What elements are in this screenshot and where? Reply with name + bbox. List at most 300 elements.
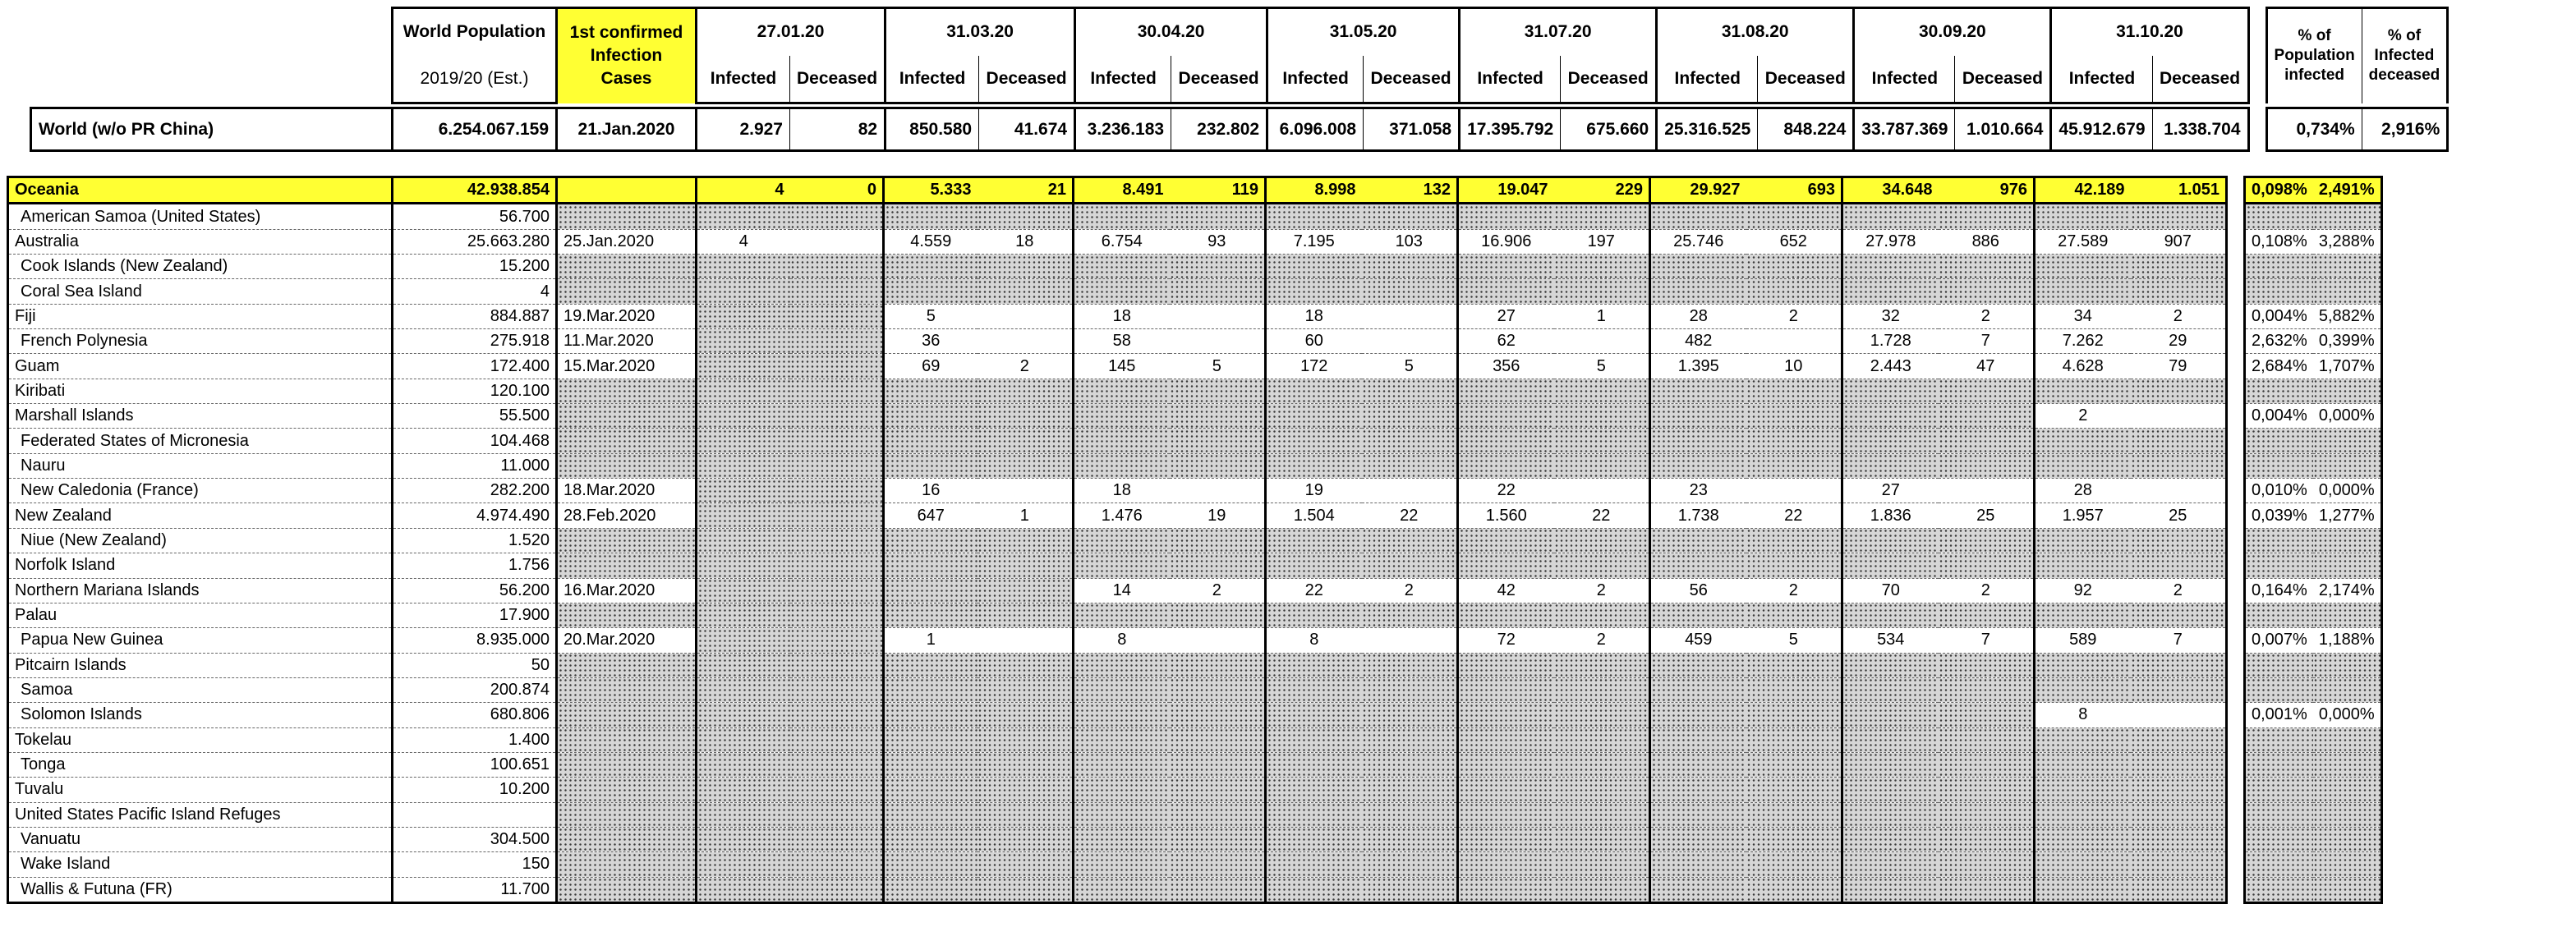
column-gap [2227, 354, 2245, 379]
territory-infected [697, 379, 790, 403]
world-deceased: 232.802 [1171, 108, 1267, 151]
world-infected: 6.096.008 [1267, 108, 1364, 151]
territory-infected [697, 304, 790, 328]
territory-infected [1650, 528, 1746, 553]
territory-deceased [1746, 404, 1842, 429]
territory-deceased [978, 752, 1074, 777]
column-gap [2227, 553, 2245, 578]
territory-infected [1266, 653, 1362, 677]
territory-pct-infected: 0,004% [2245, 404, 2313, 429]
territory-deceased [790, 677, 884, 702]
territory-deceased [1554, 877, 1650, 902]
territory-deceased [2131, 379, 2227, 403]
world-pct-deceased: 2,916% [2362, 108, 2448, 151]
territory-deceased [1362, 479, 1458, 503]
territory-first-case [557, 453, 697, 478]
territory-deceased [1362, 279, 1458, 304]
territory-infected [1074, 204, 1170, 229]
territory-deceased [2131, 778, 2227, 802]
territory-first-case [557, 827, 697, 851]
territory-infected: 1.836 [1842, 503, 1939, 528]
territory-deceased [978, 279, 1074, 304]
territory-infected: 14 [1074, 578, 1170, 603]
territory-infected [697, 255, 790, 279]
region-population: 42.938.854 [393, 177, 557, 204]
territory-name: New Caledonia (France) [8, 479, 393, 503]
territory-deceased [790, 628, 884, 653]
territory-deceased [1939, 727, 2035, 752]
territory-deceased [1170, 279, 1266, 304]
territory-infected [1074, 752, 1170, 777]
territory-pct-infected [2245, 255, 2313, 279]
territory-deceased [1939, 752, 2035, 777]
territory-name: Guam [8, 354, 393, 379]
territory-infected [1458, 802, 1554, 827]
deceased-label: Deceased [1171, 56, 1267, 103]
territory-infected [1266, 877, 1362, 902]
territory-infected [1458, 204, 1554, 229]
territory-infected [2035, 255, 2131, 279]
territory-pct-infected [2245, 653, 2313, 677]
territory-deceased [1170, 802, 1266, 827]
territory-deceased [790, 354, 884, 379]
territory-infected [884, 727, 978, 752]
territory-infected [2035, 778, 2131, 802]
territory-infected: 4 [697, 229, 790, 254]
territory-infected [1650, 453, 1746, 478]
territory-infected [1074, 727, 1170, 752]
territory-pct-deceased [2313, 379, 2381, 403]
territory-deceased: 7 [1939, 329, 2035, 354]
territory-infected [1266, 752, 1362, 777]
territory-name: Norfolk Island [8, 553, 393, 578]
column-gap [2227, 778, 2245, 802]
territory-infected [2035, 653, 2131, 677]
territory-first-case [557, 553, 697, 578]
territory-name: Fiji [8, 304, 393, 328]
territory-deceased [790, 204, 884, 229]
territory-infected: 36 [884, 329, 978, 354]
territory-pct-deceased [2313, 603, 2381, 627]
territory-pct-infected [2245, 279, 2313, 304]
territory-pct-deceased: 0,000% [2313, 479, 2381, 503]
territory-pct-deceased [2313, 827, 2381, 851]
territory-deceased [790, 802, 884, 827]
territory-infected [884, 752, 978, 777]
territory-infected: 4.559 [884, 229, 978, 254]
territory-pct-deceased: 0,000% [2313, 404, 2381, 429]
territory-infected [2035, 877, 2131, 902]
territory-first-case: 25.Jan.2020 [557, 229, 697, 254]
territory-first-case [557, 279, 697, 304]
territory-deceased [978, 453, 1074, 478]
table-row [8, 727, 2382, 752]
date-header: 31.03.20 [886, 8, 1075, 56]
table-row [8, 802, 2382, 827]
deceased-label: Deceased [2152, 56, 2248, 103]
territory-infected [697, 852, 790, 877]
territory-infected [884, 379, 978, 403]
territory-deceased [1939, 703, 2035, 727]
territory-infected [1842, 653, 1939, 677]
territory-population: 1.756 [393, 553, 557, 578]
territory-deceased [1170, 204, 1266, 229]
territory-deceased [2131, 553, 2227, 578]
territory-deceased [790, 827, 884, 851]
territory-infected: 42 [1458, 578, 1554, 603]
first-confirmed-header: 1st confirmed Infection Cases [557, 8, 697, 103]
territory-infected: 92 [2035, 578, 2131, 603]
territory-infected [1074, 877, 1170, 902]
territory-infected [1458, 553, 1554, 578]
territory-infected [1266, 553, 1362, 578]
territory-deceased [978, 802, 1074, 827]
territory-deceased: 1 [978, 503, 1074, 528]
territory-pct-infected [2245, 802, 2313, 827]
territory-infected [884, 553, 978, 578]
territory-deceased [1746, 778, 1842, 802]
territory-deceased [790, 453, 884, 478]
territory-infected [697, 553, 790, 578]
territory-first-case [557, 204, 697, 229]
territory-infected [884, 703, 978, 727]
territory-pct-deceased [2313, 204, 2381, 229]
territory-deceased [1170, 677, 1266, 702]
table-row [8, 677, 2382, 702]
table-row [8, 603, 2382, 627]
territory-infected [884, 255, 978, 279]
territory-deceased [2131, 404, 2227, 429]
territory-deceased [1170, 528, 1266, 553]
table-row [8, 329, 2382, 354]
territory-infected [1650, 752, 1746, 777]
territory-infected [1650, 379, 1746, 403]
region-deceased: 693 [1746, 177, 1842, 204]
table-row [8, 752, 2382, 777]
territory-first-case: 16.Mar.2020 [557, 578, 697, 603]
territory-first-case: 20.Mar.2020 [557, 628, 697, 653]
territory-infected [2035, 827, 2131, 851]
date-header: 31.10.20 [2051, 8, 2248, 56]
region-infected: 42.189 [2035, 177, 2131, 204]
territory-infected [884, 877, 978, 902]
territory-deceased: 2 [1362, 578, 1458, 603]
territory-pct-deceased [2313, 778, 2381, 802]
territory-pct-deceased [2313, 802, 2381, 827]
territory-infected [697, 752, 790, 777]
world-infected: 2.927 [697, 108, 790, 151]
territory-pct-infected [2245, 752, 2313, 777]
territory-deceased [790, 479, 884, 503]
territory-deceased [1362, 852, 1458, 877]
territory-infected [697, 578, 790, 603]
territory-infected [697, 453, 790, 478]
territory-infected [1458, 752, 1554, 777]
territory-infected [1842, 379, 1939, 403]
territory-infected [697, 528, 790, 553]
territory-infected [697, 877, 790, 902]
territory-deceased [978, 379, 1074, 403]
territory-infected [697, 603, 790, 627]
date-header: 31.05.20 [1267, 8, 1460, 56]
territory-name: Wallis & Futuna (FR) [8, 877, 393, 902]
territory-infected [1458, 429, 1554, 453]
territory-infected [2035, 528, 2131, 553]
world-infected: 17.395.792 [1460, 108, 1561, 151]
territory-deceased [790, 279, 884, 304]
territory-population: 56.700 [393, 204, 557, 229]
territory-deceased [1746, 329, 1842, 354]
territory-deceased [1170, 603, 1266, 627]
territory-deceased [1170, 752, 1266, 777]
territory-infected [1650, 429, 1746, 453]
territory-infected [1458, 677, 1554, 702]
infected-label: Infected [2051, 56, 2152, 103]
territory-infected: 534 [1842, 628, 1939, 653]
table-row [8, 379, 2382, 403]
territory-deceased [1170, 553, 1266, 578]
territory-name: Pitcairn Islands [8, 653, 393, 677]
deceased-label: Deceased [1364, 56, 1460, 103]
region-first-case [557, 177, 697, 204]
territory-infected [1458, 778, 1554, 802]
territory-deceased [1170, 329, 1266, 354]
territory-infected: 27 [1458, 304, 1554, 328]
territory-infected [1074, 453, 1170, 478]
territory-infected [1266, 204, 1362, 229]
territory-deceased [978, 528, 1074, 553]
world-label: World (w/o PR China) [31, 108, 393, 151]
territory-deceased: 2 [978, 354, 1074, 379]
territory-pct-deceased: 3,288% [2313, 229, 2381, 254]
territory-infected [1266, 453, 1362, 478]
world-deceased: 1.338.704 [2152, 108, 2248, 151]
territory-deceased [978, 827, 1074, 851]
column-gap [2227, 453, 2245, 478]
territory-deceased [1746, 877, 1842, 902]
territory-deceased [1746, 852, 1842, 877]
deceased-label: Deceased [1955, 56, 2051, 103]
territory-infected: 356 [1458, 354, 1554, 379]
column-gap [2227, 603, 2245, 627]
territory-pct-infected [2245, 852, 2313, 877]
territory-infected: 145 [1074, 354, 1170, 379]
territory-deceased [790, 578, 884, 603]
table-row [8, 304, 2382, 328]
territory-deceased [1362, 204, 1458, 229]
territory-infected: 8 [1266, 628, 1362, 653]
territory-name: Coral Sea Island [8, 279, 393, 304]
territory-name: Tokelau [8, 727, 393, 752]
territory-deceased [1554, 677, 1650, 702]
world-deceased: 41.674 [979, 108, 1075, 151]
territory-deceased [1362, 429, 1458, 453]
region-pct-infected: 0,098% [2245, 177, 2313, 204]
territory-deceased [1362, 677, 1458, 702]
territory-deceased [1362, 727, 1458, 752]
territory-deceased [1554, 528, 1650, 553]
territory-infected [1650, 204, 1746, 229]
territory-deceased: 29 [2131, 329, 2227, 354]
territory-population: 1.520 [393, 528, 557, 553]
territory-deceased: 2 [1554, 628, 1650, 653]
infected-label: Infected [1657, 56, 1758, 103]
territory-infected [697, 727, 790, 752]
territory-infected [1842, 727, 1939, 752]
column-gap [2227, 752, 2245, 777]
territory-deceased [1554, 329, 1650, 354]
territory-infected [1842, 802, 1939, 827]
territory-infected [1266, 429, 1362, 453]
territory-infected [1458, 653, 1554, 677]
territory-infected: 2.443 [1842, 354, 1939, 379]
territory-infected [1074, 528, 1170, 553]
territory-deceased [1170, 304, 1266, 328]
territory-deceased [1170, 628, 1266, 653]
territory-infected: 28 [1650, 304, 1746, 328]
region-infected: 4 [697, 177, 790, 204]
date-header: 30.09.20 [1854, 8, 2051, 56]
territory-deceased [978, 404, 1074, 429]
region-infected: 5.333 [884, 177, 978, 204]
infected-label: Infected [1854, 56, 1955, 103]
territory-deceased [2131, 279, 2227, 304]
table-row [8, 279, 2382, 304]
region-deceased: 976 [1939, 177, 2035, 204]
territory-infected [2035, 852, 2131, 877]
territory-deceased [790, 653, 884, 677]
world-deceased: 371.058 [1364, 108, 1460, 151]
territory-pct-deceased [2313, 677, 2381, 702]
territory-pct-deceased: 5,882% [2313, 304, 2381, 328]
column-gap [2227, 429, 2245, 453]
territory-deceased: 5 [1362, 354, 1458, 379]
header-table [30, 7, 2449, 152]
territory-infected [1650, 255, 1746, 279]
column-gap [2227, 578, 2245, 603]
territory-population: 11.700 [393, 877, 557, 902]
territory-infected [697, 479, 790, 503]
territory-deceased [1746, 677, 1842, 702]
column-gap [2227, 177, 2245, 204]
territory-pct-infected: 0,004% [2245, 304, 2313, 328]
table-row [8, 528, 2382, 553]
territory-deceased [1362, 752, 1458, 777]
territory-pct-deceased [2313, 453, 2381, 478]
territory-deceased [1362, 528, 1458, 553]
territory-infected [1074, 703, 1170, 727]
territory-deceased [2131, 727, 2227, 752]
territory-deceased [1362, 255, 1458, 279]
territory-infected [1074, 429, 1170, 453]
territory-infected [1650, 802, 1746, 827]
territory-deceased: 5 [1170, 354, 1266, 379]
territory-deceased [1362, 703, 1458, 727]
territory-population: 17.900 [393, 603, 557, 627]
territory-population: 11.000 [393, 453, 557, 478]
world-deceased: 848.224 [1758, 108, 1854, 151]
territory-deceased [790, 255, 884, 279]
territory-population: 150 [393, 852, 557, 877]
territory-infected: 60 [1266, 329, 1362, 354]
world-infected: 850.580 [886, 108, 979, 151]
territory-infected [1842, 877, 1939, 902]
territory-deceased [1362, 802, 1458, 827]
territory-deceased [1362, 653, 1458, 677]
territory-first-case: 19.Mar.2020 [557, 304, 697, 328]
territory-deceased [1746, 703, 1842, 727]
territory-pct-deceased: 1,277% [2313, 503, 2381, 528]
region-deceased: 1.051 [2131, 177, 2227, 204]
territory-deceased [2131, 479, 2227, 503]
territory-deceased: 22 [1554, 503, 1650, 528]
territory-deceased [790, 553, 884, 578]
territory-infected [1266, 727, 1362, 752]
table-row [8, 453, 2382, 478]
territory-deceased [1170, 727, 1266, 752]
territory-infected: 27 [1842, 479, 1939, 503]
territory-deceased [1554, 279, 1650, 304]
territory-infected: 1.395 [1650, 354, 1746, 379]
territory-deceased [978, 677, 1074, 702]
territory-deceased [978, 329, 1074, 354]
territory-deceased [1939, 404, 2035, 429]
territory-name: Tonga [8, 752, 393, 777]
territory-first-case [557, 852, 697, 877]
column-gap [2227, 677, 2245, 702]
territory-infected [1458, 727, 1554, 752]
table-row [8, 429, 2382, 453]
territory-infected: 27.589 [2035, 229, 2131, 254]
territory-name: Northern Mariana Islands [8, 578, 393, 603]
territory-infected [2035, 802, 2131, 827]
territory-infected: 22 [1458, 479, 1554, 503]
column-gap [2227, 229, 2245, 254]
territory-first-case: 18.Mar.2020 [557, 479, 697, 503]
territory-deceased [1746, 379, 1842, 403]
territory-deceased [1939, 429, 2035, 453]
territory-deceased [1746, 553, 1842, 578]
territory-deceased [2131, 852, 2227, 877]
territory-deceased [1362, 603, 1458, 627]
territory-deceased: 907 [2131, 229, 2227, 254]
territory-deceased [1939, 279, 2035, 304]
territory-deceased: 25 [2131, 503, 2227, 528]
territory-pct-deceased [2313, 528, 2381, 553]
territory-infected [1266, 528, 1362, 553]
territory-infected: 56 [1650, 578, 1746, 603]
region-infected: 34.648 [1842, 177, 1939, 204]
territory-infected: 7.195 [1266, 229, 1362, 254]
territory-infected [2035, 752, 2131, 777]
table-row [8, 628, 2382, 653]
territory-infected [1458, 528, 1554, 553]
territory-deceased [1554, 603, 1650, 627]
territory-infected [697, 503, 790, 528]
territory-infected: 62 [1458, 329, 1554, 354]
territory-infected [1650, 778, 1746, 802]
territory-population: 4 [393, 279, 557, 304]
column-gap [2227, 404, 2245, 429]
region-pct-deceased: 2,491% [2313, 177, 2381, 204]
territory-infected [1650, 852, 1746, 877]
territory-population: 56.200 [393, 578, 557, 603]
territory-first-case [557, 778, 697, 802]
territory-infected: 8 [2035, 703, 2131, 727]
territory-deceased [1362, 877, 1458, 902]
territory-infected: 16.906 [1458, 229, 1554, 254]
territory-deceased: 7 [1939, 628, 2035, 653]
